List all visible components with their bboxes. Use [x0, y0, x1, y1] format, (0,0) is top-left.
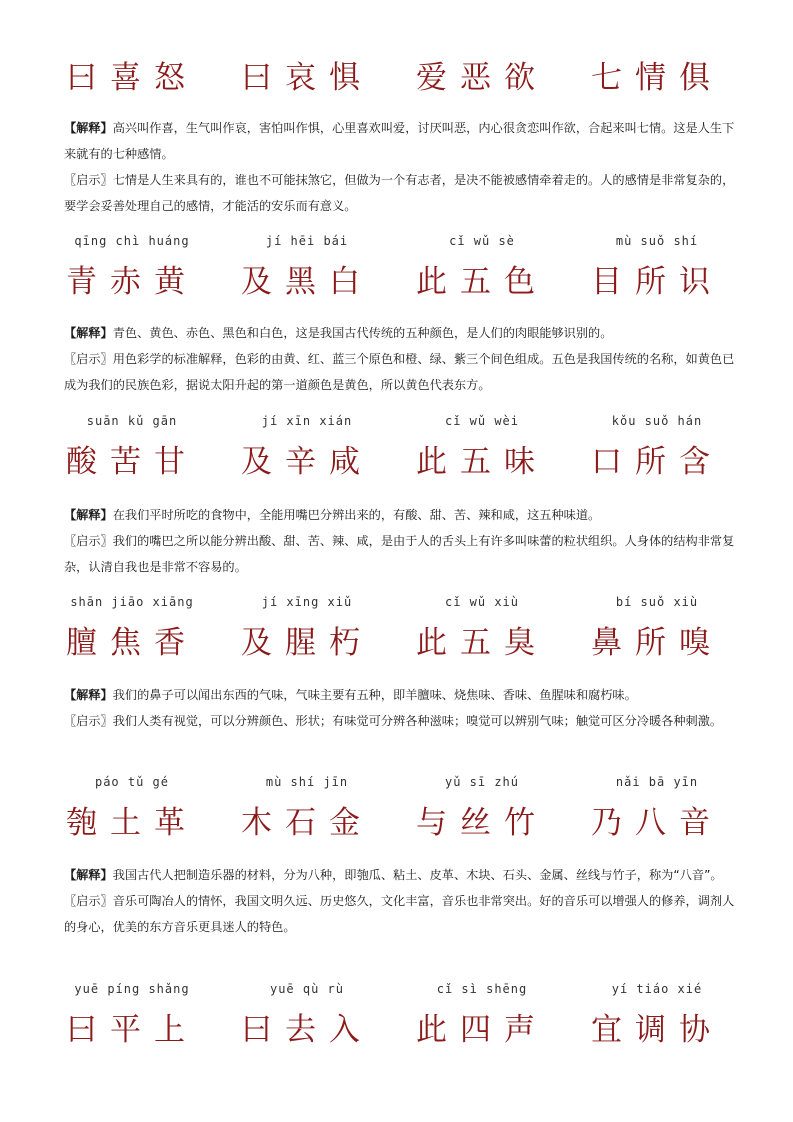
- insight-text: 我们的嘴巴之所以能分辨出酸、甜、苦、辣、咸，是由于人的舌头上有许多叫味蕾的粒状组织。人身体的结构非常复杂，认清自我也是非常不容易的。: [64, 534, 735, 574]
- verse-phrase: 此五味: [416, 444, 548, 480]
- pinyin-text: jí hēi bái: [265, 234, 349, 248]
- verse-phrase: 鼻所嗅: [591, 625, 723, 661]
- commentary-3: [64, 502, 736, 580]
- insight-paragraph: [64, 528, 736, 580]
- insight-tag: 〖启示〗: [64, 714, 113, 728]
- commentary-2: [64, 320, 736, 398]
- pinyin-text: cǐ wǔ sè: [449, 234, 515, 248]
- pinyin-text: cǐ sì shēng: [436, 982, 528, 996]
- pinyin-text: nǎi bā yīn: [615, 775, 699, 789]
- verse-phrase: 膻焦香: [66, 625, 198, 661]
- verse-phrase: 宜调协: [591, 1012, 723, 1048]
- insight-tag: 〖启示〗: [64, 534, 113, 548]
- pinyin-line: [0, 775, 793, 797]
- pinyin-text: shān jiāo xiāng: [70, 595, 194, 609]
- verse-block-5: [0, 775, 793, 849]
- explanation-tag: 【解释】: [64, 326, 113, 340]
- verse-phrase: 此四声: [416, 1012, 548, 1048]
- verse-phrase: 匏土革: [66, 805, 198, 841]
- pinyin-text: cǐ wǔ wèi: [444, 414, 520, 428]
- pinyin-text: yuē qù rù: [269, 982, 345, 996]
- insight-tag: 〖启示〗: [64, 352, 113, 366]
- verse-phrase: 目所识: [591, 264, 723, 300]
- verse-phrase: 乃八音: [591, 805, 723, 841]
- verse-phrase: 此五臭: [416, 625, 548, 661]
- explanation-paragraph: [64, 115, 736, 167]
- verse-block-3: [0, 414, 793, 488]
- insight-paragraph: [64, 346, 736, 398]
- verse-phrase: 青赤黄: [66, 264, 198, 300]
- verse-phrase: 及腥朽: [241, 625, 373, 661]
- explanation-text: 我们的鼻子可以闻出东西的气味，气味主要有五种，即羊膻味、烧焦味、香味、鱼腥味和腐朽味。: [112, 688, 637, 702]
- pinyin-text: jí xīn xián: [261, 414, 353, 428]
- explanation-paragraph: [64, 502, 736, 528]
- pinyin-text: kǒu suǒ hán: [611, 414, 703, 428]
- verse-line: [0, 617, 793, 669]
- insight-text: 音乐可陶冶人的情怀，我国文明久远、历史悠久，文化丰富，音乐也非常突出。好的音乐可以增强人的修养，调剂人的身心，优美的东方音乐更具迷人的特色。: [64, 894, 735, 934]
- insight-paragraph: [64, 167, 736, 219]
- commentary-1: [64, 115, 736, 219]
- insight-paragraph: [64, 888, 736, 940]
- verse-phrase: 此五色: [416, 264, 548, 300]
- explanation-text: 青色、黄色、赤色、黑色和白色，这是我国古代传统的五种颜色，是人们的肉眼能够识别的。: [112, 326, 613, 340]
- pinyin-text: mù shí jīn: [265, 775, 349, 789]
- verse-line: [0, 436, 793, 488]
- pinyin-line: [0, 982, 793, 1004]
- verse-phrase: 与丝竹: [416, 805, 548, 841]
- verse-phrase: 及黑白: [241, 264, 373, 300]
- explanation-text: 我国古代人把制造乐器的材料，分为八种，即匏瓜、粘土、皮革、木块、石头、金属、丝线与竹子，称为“八音”。: [112, 868, 723, 882]
- pinyin-text: yǔ sī zhú: [444, 775, 520, 789]
- pinyin-text: jí xīng xiǔ: [261, 595, 353, 609]
- pinyin-line: [0, 234, 793, 256]
- insight-text: 用色彩学的标准解释，色彩的由黄、红、蓝三个原色和橙、绿、紫三个间色组成。五色是我国传统的名称，如黄色已成为我们的民族色彩，据说太阳升起的第一道颜色是黄色，所以黄色代表东方。: [64, 352, 735, 392]
- pinyin-text: yí tiáo xié: [611, 982, 703, 996]
- pinyin-line: [0, 414, 793, 436]
- verse-phrase: 爱恶欲: [416, 60, 548, 96]
- verse-line: [0, 1004, 793, 1056]
- pinyin-text: páo tǔ gé: [94, 775, 170, 789]
- insight-text: 我们人类有视觉，可以分辨颜色、形状；有味觉可分辨各种滋味；嗅觉可以辨别气味；触觉可区分冷暖各种刺激。: [112, 714, 723, 728]
- insight-text: 七情是人生来具有的，谁也不可能抹煞它，但做为一个有志者，是决不能被感情牵着走的。人的感情是非常复杂的，要学会妥善处理自己的感情，才能活的安乐而有意义。: [64, 173, 735, 213]
- pinyin-text: cǐ wǔ xiù: [444, 595, 520, 609]
- commentary-4: [64, 682, 736, 734]
- pinyin-text: mù suǒ shí: [615, 234, 699, 248]
- verse-phrase: 七情俱: [591, 60, 723, 96]
- explanation-text: 高兴叫作喜，生气叫作哀，害怕叫作惧，心里喜欢叫爱，讨厌叫恶，内心很贪恋叫作欲，合起来叫七情。这是人生下来就有的七种感情。: [64, 121, 735, 161]
- verse-phrase: 及辛咸: [241, 444, 373, 480]
- pinyin-line: [0, 595, 793, 617]
- explanation-paragraph: [64, 682, 736, 708]
- explanation-tag: 【解释】: [64, 508, 113, 522]
- verse-block-6: [0, 982, 793, 1056]
- pinyin-text: suān kǔ gān: [86, 414, 178, 428]
- insight-paragraph: [64, 708, 736, 734]
- verse-line: [0, 256, 793, 308]
- explanation-tag: 【解释】: [64, 121, 113, 135]
- explanation-paragraph: [64, 320, 736, 346]
- verse-block-4: [0, 595, 793, 669]
- pinyin-text: yuē píng shǎng: [74, 982, 190, 996]
- verse-phrase: 曰去入: [241, 1012, 373, 1048]
- verse-line: [0, 52, 793, 104]
- verse-block-1: [0, 52, 793, 104]
- verse-phrase: 木石金: [241, 805, 373, 841]
- verse-block-2: [0, 234, 793, 308]
- explanation-tag: 【解释】: [64, 868, 113, 882]
- verse-phrase: 酸苦甘: [66, 444, 198, 480]
- insight-tag: 〖启示〗: [64, 894, 113, 908]
- verse-line: [0, 797, 793, 849]
- verse-phrase: 曰喜怒: [66, 60, 198, 96]
- verse-phrase: 曰平上: [66, 1012, 198, 1048]
- explanation-text: 在我们平时所吃的食物中，全能用嘴巴分辨出来的，有酸、甜、苦、辣和咸，这五种味道。: [112, 508, 601, 522]
- commentary-5: [64, 862, 736, 940]
- verse-phrase: 曰哀惧: [241, 60, 373, 96]
- explanation-tag: 【解释】: [64, 688, 113, 702]
- pinyin-text: bí suǒ xiù: [615, 595, 699, 609]
- explanation-paragraph: [64, 862, 736, 888]
- insight-tag: 〖启示〗: [64, 173, 113, 187]
- verse-phrase: 口所含: [591, 444, 723, 480]
- pinyin-text: qīng chì huáng: [74, 234, 190, 248]
